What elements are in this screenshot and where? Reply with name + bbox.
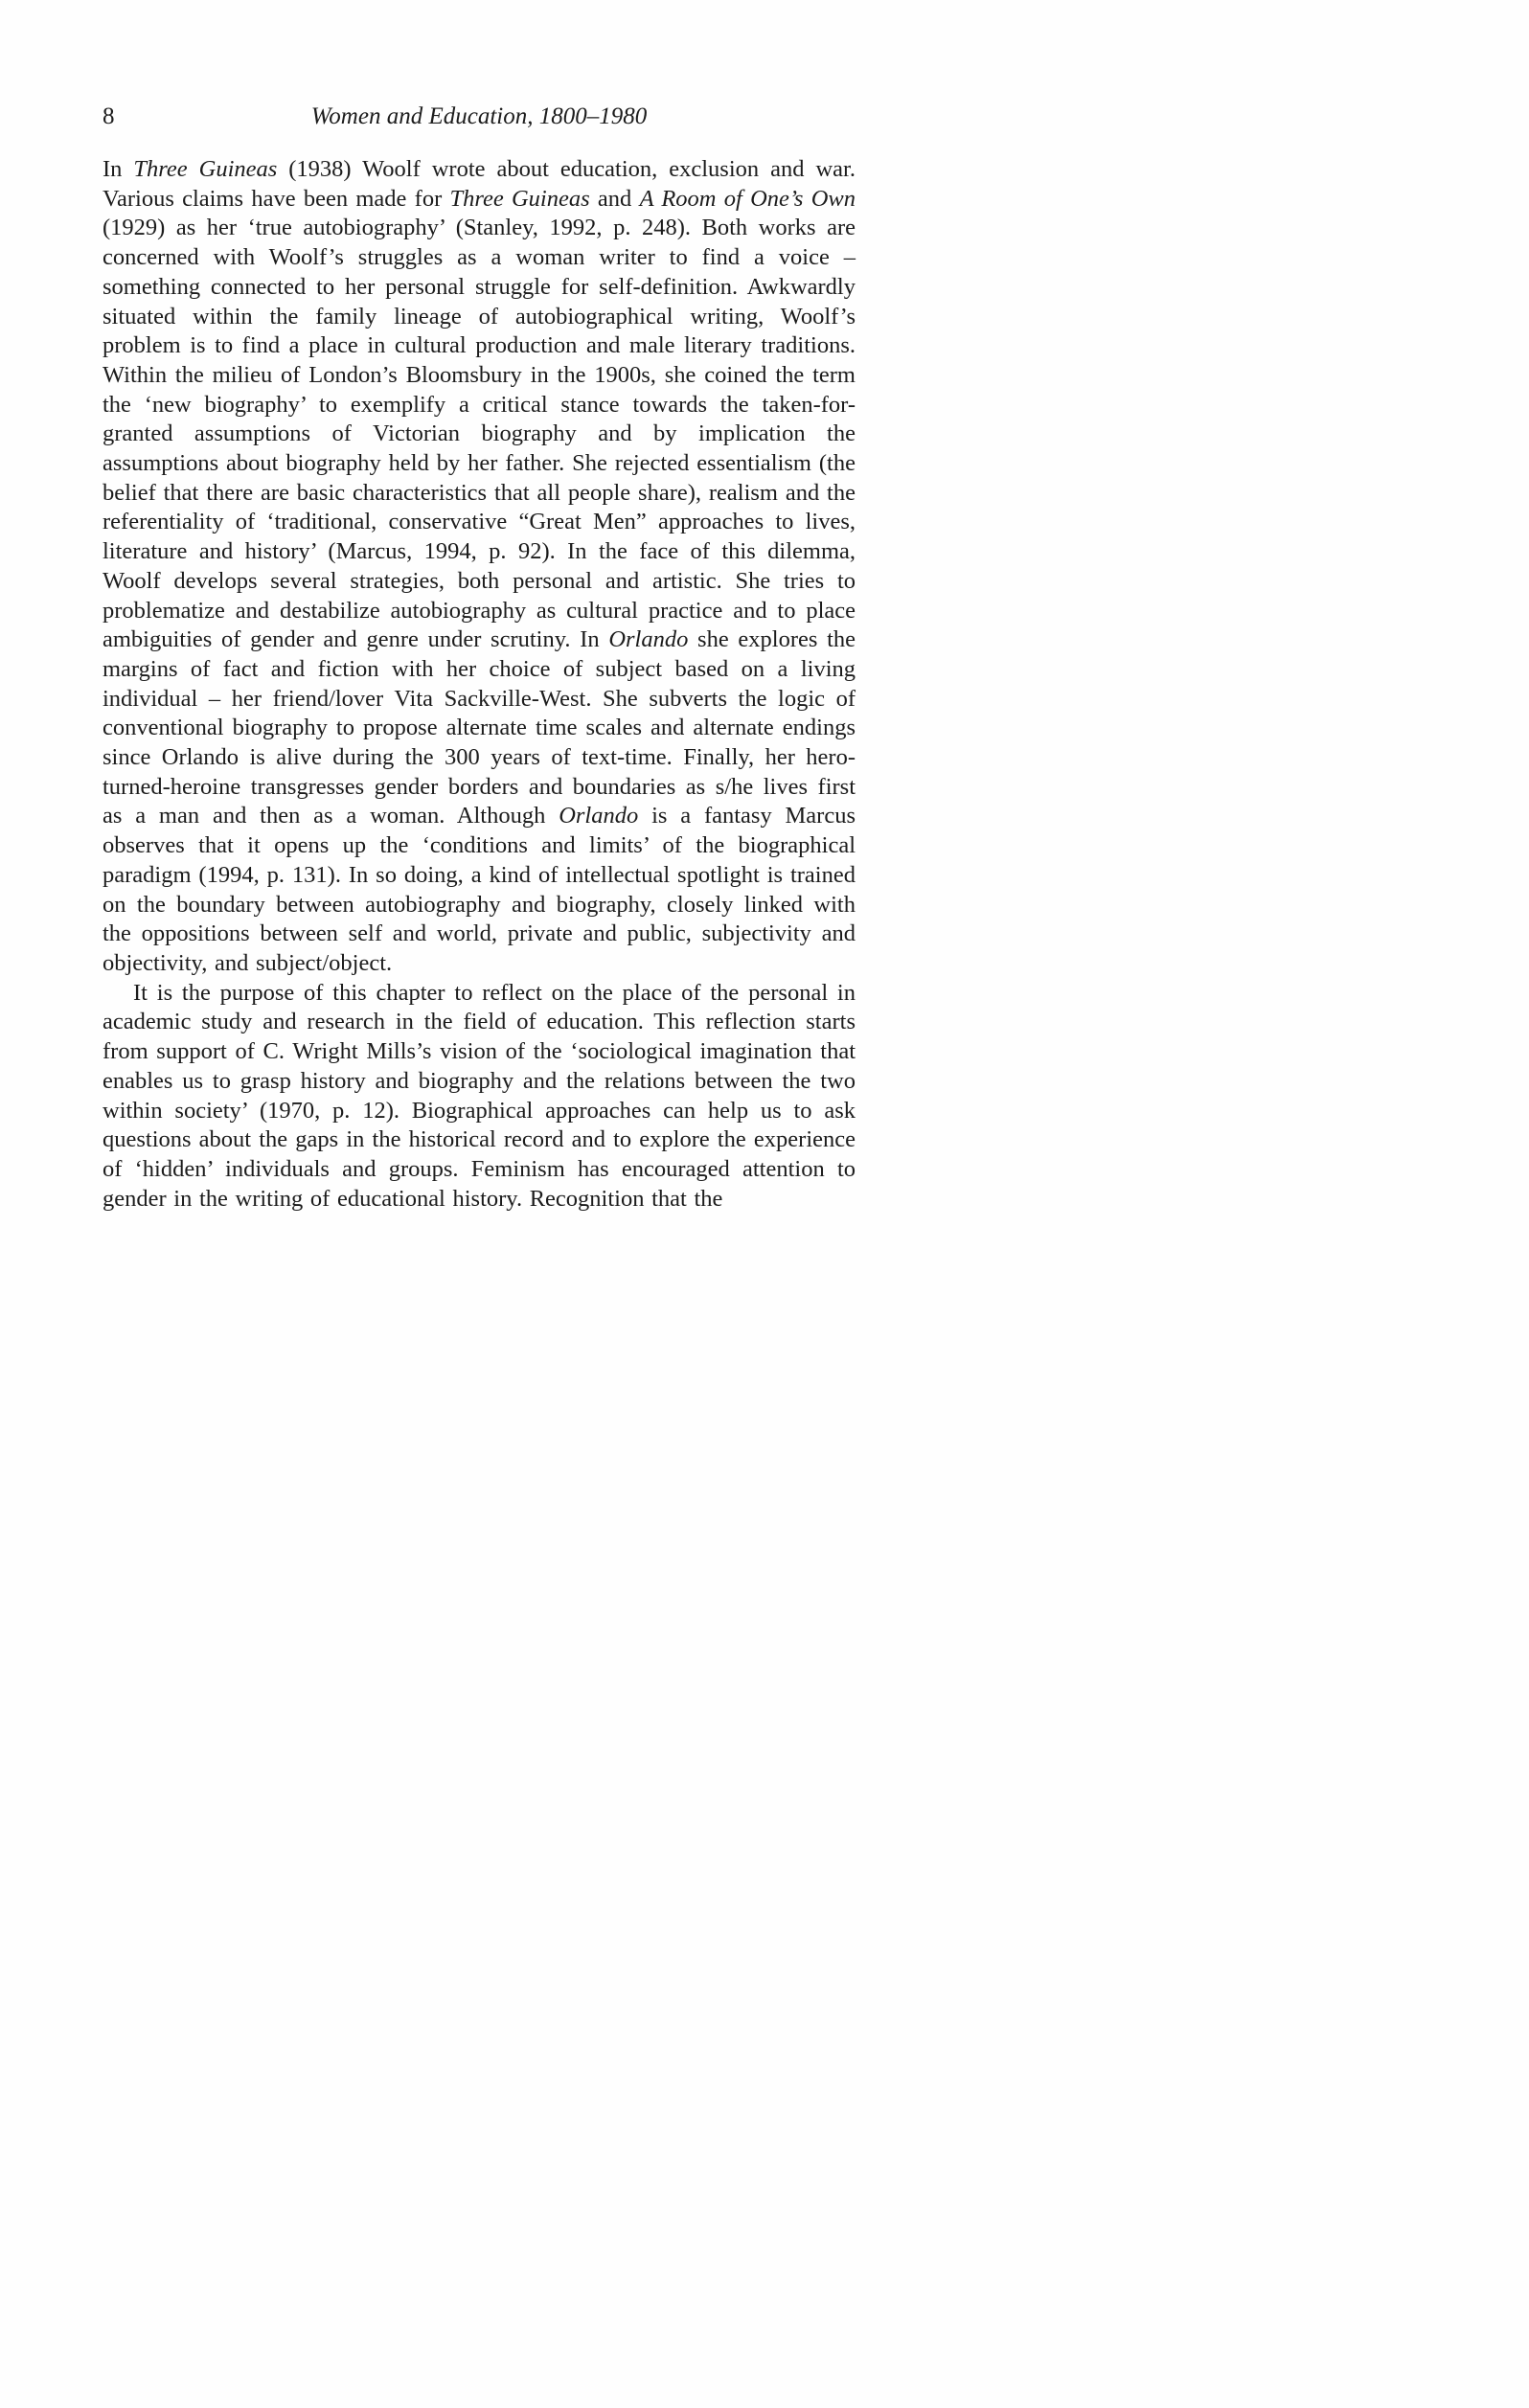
italic-text-run: Three Guineas: [449, 185, 590, 212]
text-run: It is the purpose of this chapter to reflect on the place of the personal in academic study and research in the field of education. This reflection starts from support of C. Wright Mills’s vision of the ‘sociological imagination that enables us to grasp history and biography and the relations between the two within society’ (1970, p. 12). Biographical approaches can help us to ask questions about the gaps in the historical record and to explore the experience of ‘hidden’ individuals and groups. Feminism has encouraged attention to gender in the writing of educational history. Recognition that the: [103, 979, 856, 1212]
text-run: In: [103, 156, 134, 182]
italic-text-run: Orlando: [608, 626, 689, 653]
italic-text-run: Orlando: [559, 803, 639, 829]
text-block: [103, 102, 856, 1214]
text-run: and: [589, 185, 640, 212]
page-body: [103, 155, 856, 1214]
text-run: is a fantasy Marcus observes that it opens up the ‘conditions and limits’ of the biographical paradigm (1994, p. 131). In so doing, a kind of intellectual spotlight is trained on the boundary between autobiography and biography, closely linked with the oppositions between self and world, private and public, subjectivity and objectivity, and subject/object.: [103, 803, 856, 976]
page-number: 8: [103, 103, 115, 129]
paragraph: [103, 155, 856, 979]
running-title: Women and Education, 1800–1980: [310, 103, 648, 129]
text-run: (1938) Woolf wrote about education, exclusion and war. Various claims have been made for: [103, 156, 856, 212]
italic-text-run: A Room of One’s Own: [639, 185, 856, 212]
page-header: [103, 102, 856, 134]
text-run: she explores the margins of fact and fiction with her choice of subject based on a living individual – her friend/lover Vita Sackville-West. She subverts the logic of conventional biography to propose alternate time scales and alternate endings since Orlando is alive during the 300 years of text-time. Finally, her hero-turned-heroine transgresses gender borders and boundaries as s/he lives first as a man and then as a woman. Although: [103, 626, 856, 829]
paragraph: [103, 979, 856, 1215]
text-run: (1929) as her ‘true autobiography’ (Stanley, 1992, p. 248). Both works are concerned with Woolf’s struggles as a woman writer to find a voice – something connected to her personal struggle for self-definition. Awkwardly situated within the family lineage of autobiographical writing, Woolf’s problem is to find a place in cultural production and male literary traditions. Within the milieu of London’s Bloomsbury in the 1900s, she coined the term the ‘new biography’ to exemplify a critical stance towards the taken-for-granted assumptions of Victorian biography and by implication the assumptions about biography held by her father. She rejected essentialism (the belief that there are basic characteristics that all people share), realism and the referentiality of ‘traditional, conservative “Great Men” approaches to lives, literature and history’ (Marcus, 1994, p. 92). In the face of this dilemma, Woolf develops several strategies, both personal and artistic. She tries to problematize and destabilize autobiography as cultural practice and to place ambiguities of gender and genre under scrutiny. In: [103, 215, 856, 653]
italic-text-run: Three Guineas: [133, 156, 278, 182]
